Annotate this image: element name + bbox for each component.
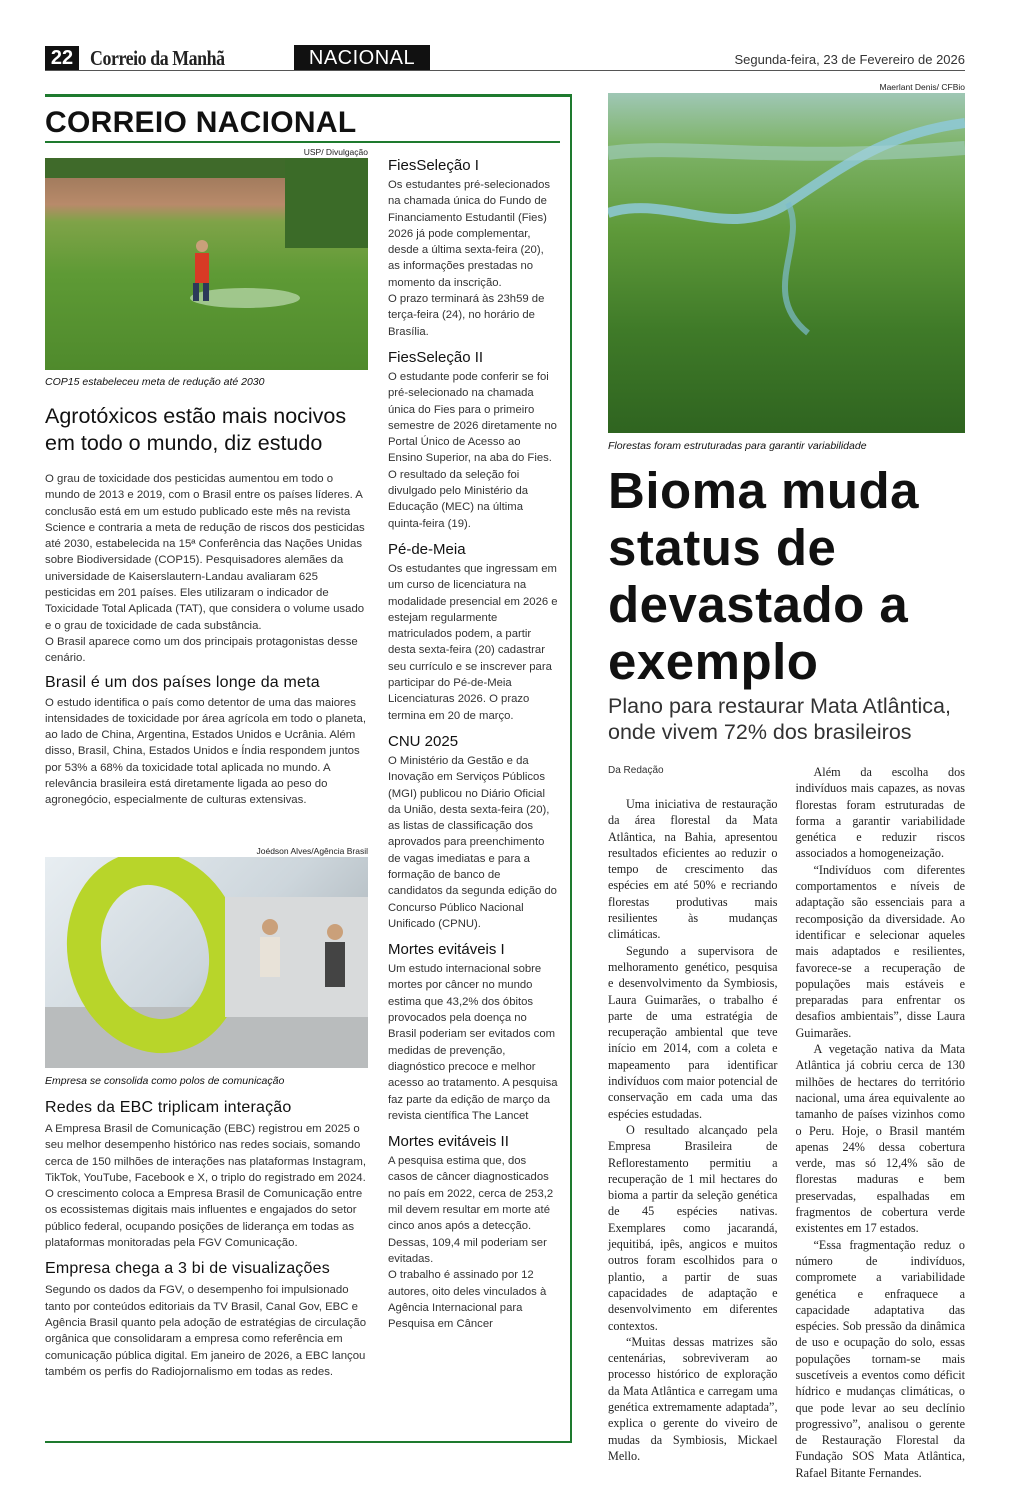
paragraph: Além da escolha dos indivíduos mais capazes, as novas florestas foram estruturadas de forma a garantir variabilidade genética e reduzir riscos associados a homogeneização. [795,765,965,861]
brief-text: Um estudo internacional sobre mortes por câncer no mundo estima que 43,2% dos óbitos provocados pela doença no Brasil poderiam ser evitados com medidas de prevenção, diagnóstico precoce e melhor acesso ao tratamento. A pesquisa faz parte da edição de março da revista científica The Lancet [388,963,558,1122]
subheading: Empresa chega a 3 bi de visualizações [45,1260,330,1278]
paragraph: “Muitas dessas matrizes são centenárias, sobreviveram ao processo histórico de exploração da Mata Atlântica e carregam uma genética extremamente adaptada”, explica o gerente do viveiro de mudas da Symbiosis, Mickael Mello. [608,1334,778,1463]
photo-credit: USP/ Divulgação [303,147,368,157]
brief-title: CNU 2025 [388,732,459,750]
atlantic-forest-aerial-photo [608,93,965,433]
brief-text: O Ministério da Gestão e da Inovação em Serviços Públicos (MGI) publicou no Diário Oficial da União, desta sexta-feira (20), as listas de classificação dos aprovados para preenchimento de vagas imediatas e para a formação de banco de candidatos da segunda edição do Concurso Público Nacional Unificado (CPNU). [388,754,557,930]
paragraph: “Indivíduos com diferentes comportamentos e níveis de adaptação são essenciais para a recomposição da diversidade. Ao identificar e selecionar aqueles mais adaptados e resilientes, favorece-se a recuperação de populações mais estáveis e preparadas para enfrentar os desafios ambientais”, disse Laura Guimarães. [795,862,965,1040]
paragraph: A vegetação nativa da Mata Atlântica já cobriu cerca de 130 milhões de hectares do território nacional, uma área equivalente ao tamanho de países vizinhos como o Peru. Hoje, o Brasil mantém apenas 24% dessa cobertura verde, mas só 12,4% são de florestas maduras e bem preservadas, espalhadas em fragmentos de cobertura verde existentes em 17 estados. [795,1042,965,1236]
brief-title: FiesSeleção I [388,157,479,174]
brief-title: FiesSeleção II [388,348,484,366]
brief-title: Mortes evitáveis II [388,1133,509,1151]
newspaper-logo: Correio da Manhã [90,46,225,70]
brief-text: Os estudantes pré-selecionados na chamada única do Fundo de Financiamento Estudantil (Fies) 2026 já pode complementar, desde a última sexta-feira (20), as informações prestadas no momento da inscrição. [388,179,551,289]
brief-item [388,540,558,724]
paragraph: O estudo identifica o país como detentor de uma das maiores intensidades de toxicidade por área agrícola em todo o planeta, ao lado de China, Argentina, Estados Unidos e Ucrânia. Além disso, Brasil, China, Estados Unidos e Índia respondem juntos por 53% a 68% da toxicidade total aplicada no mundo. A relevância brasileira está diretamente ligada ao peso do agronegócio, especialmente de culturas extensivas. [45,696,367,807]
story-body [45,471,368,809]
brief-item [388,156,558,340]
photo-credit: Maerlant Denis/ CFBio [879,82,965,92]
ebc-logo-sculpture-photo [45,857,368,1068]
photo-credit: Joédson Alves/Agência Brasil [256,846,368,856]
pesticide-spraying-photo [45,158,368,370]
river-illustration [608,93,965,433]
paragraph: A Empresa Brasil de Comunicação (EBC) registrou em 2025 o seu melhor desempenho histórico nas redes sociais, somando cerca de 150 milhões de interações nas plataformas Instagram, TikTok, YouTube, Facebook e X, o triplo do registrado em 2024. [45,1123,367,1184]
farmer-illustration [45,158,368,370]
main-headline: Bioma muda status de devastado a exemplo [608,462,920,690]
sculpture-illustration [45,857,368,1068]
brief-text: O trabalho é assinado por 12 autores, oito deles vinculados à Agência Internacional para Pesquisa em Câncer [388,1269,547,1331]
issue-date: Segunda-feira, 23 de Fevereiro de 2026 [734,52,965,67]
title-underline [45,141,560,143]
brief-text: Os estudantes que ingressam em um curso de licenciatura na modalidade presencial em 2026 e estejam regularmente matriculados podem, a partir desta sexta-feira (20) cadastrar seu currículo e se inscrever para participar do Pé-de-Meia Licenciaturas 2026. O prazo termina em 20 de março. [388,562,558,722]
photo-caption: Florestas foram estruturadas para garantir variabilidade [608,440,867,452]
brief-item [388,348,558,532]
page-number: 22 [45,46,79,70]
story-headline: Agrotóxicos estão mais nocivos em todo o mundo, diz estudo [45,404,347,455]
brief-item [388,1132,558,1332]
brief-title: Mortes evitáveis I [388,941,505,959]
brief-item [388,940,558,1124]
brief-text: O prazo terminará às 23h59 de terça-feira (24), no horário de Brasília. [388,293,545,338]
subheading: Redes da EBC triplicam interação [45,1099,292,1116]
paragraph: O resultado alcançado pela Empresa Brasileira de Reflorestamento permitiu a recuperação de 1 mil hectares do bioma a partir da seleção genética de 45 espécies nativas. Exemplares como jacarandá, jequitibá, ipês, angicos e muitos outros foram escolhidos para o plantio, a partir de suas capacidades de adaptação e desenvolvimento em diferentes contextos. [608,1122,778,1333]
subheading: Brasil é um dos países longe da meta [45,673,320,691]
header-divider [45,70,965,71]
paragraph: O crescimento coloca a Empresa Brasil de Comunicação entre os ecossistemas digitais mais influentes e engajados do setor público federal, ocupando posições de liderança em todas as plataformas monitoradas pela FGV Comunicação. [45,1188,363,1250]
paragraph: O grau de toxicidade dos pesticidas aumentou em todo o mundo de 2013 e 2019, com o Brasil entre os países líderes. A conclusão está em um estudo publicado este mês na revista Science e contraria a meta de redução de riscos dos pesticidas até 2030, estabelecida na 15ª Conferência das Nações Unidas sobre Biodiversidade (COP15). Pesquisadores alemães da universidade de Kaiserslautern-Landau avaliaram 625 pesticidas em 201 países. Eles utilizaram o indicador de Toxicidade Total Aplicada (TAT), que considera o volume usado e o grau de toxicidade de cada substância. [45,473,365,632]
brief-text: O resultado da seleção foi divulgado pelo Ministério da Educação (MEC) na última quinta-feira (19). [388,468,529,530]
brief-text: O estudante pode conferir se foi pré-selecionado na chamada única do Fies para o primeiro semestre de 2026 diretamente no Portal Único de Acesso ao Ensino Superior, na aba do Fies. [388,370,557,465]
briefs-column [388,156,558,1332]
paragraph: “Essa fragmentação reduz o número de indivíduos, compromete a variabilidade genética e enfraquece a capacidade adaptativa das espécies. Sob pressão da dinâmica de uso e ocupação do solo, essas populações tornam-se mais suscetíveis a eventos como déficit hídrico e mudanças climáticas, o que pode levar ao seu declínio progressivo”, analisou o gerente de Restauração Florestal da Fundação SOS Mata Atlântica, Rafael Bitante Fernandes. [795,1237,965,1480]
ebc-story [45,1098,368,1380]
article-body [608,764,965,1481]
paragraph: Segundo os dados da FGV, o desempenho foi impulsionado tanto por conteúdos editoriais da TV Brasil, Canal Gov, EBC e Agência Brasil quanto pela adoção de estratégias de circulação orgânica que consolidaram a empresa como referência em comunicação pública digital. Em janeiro de 2026, a EBC lançou também os perfis do Radiojornalismo em todas as redes. [45,1284,367,1378]
photo-caption: COP15 estabeleceu meta de redução até 2030 [45,376,265,388]
paragraph: Segundo a supervisora de melhoramento genético, pesquisa e desenvolvimento da Symbiosis, Laura Guimarães, o trabalho é parte de uma estratégia de recuperação ambiental que teve início em 2014, com a coleta e mapeamento para identificar indivíduos com maior potencial de conservação em cada uma das espécies estudadas. [608,943,778,1121]
column-title: CORREIO NACIONAL [45,106,357,139]
brief-item [388,732,558,932]
paragraph: O Brasil aparece como um dos principais protagonistas desse cenário. [45,635,358,665]
paragraph: Uma iniciativa de restauração da área florestal da Mata Atlântica, na Bahia, apresentou resultados eficientes ao reduzir o tempo de crescimento das espécies em até 50% e recriando florestas produtivas mais resilientes às mudanças climáticas. [608,797,778,942]
byline: Da Redação [608,765,664,776]
brief-text: A pesquisa estima que, dos casos de câncer diagnosticados no país em 2022, cerca de 253,2 mil devem resultar em morte até cinco anos após a detecção. Dessas, 109,4 mil poderiam ser evitadas. [388,1155,554,1265]
photo-caption: Empresa se consolida como polos de comunicação [45,1075,285,1087]
article-subhead: Plano para restaurar Mata Atlântica, onde vivem 72% dos brasileiros [608,694,951,744]
brief-title: Pé-de-Meia [388,540,466,558]
section-label: NACIONAL [294,45,430,71]
